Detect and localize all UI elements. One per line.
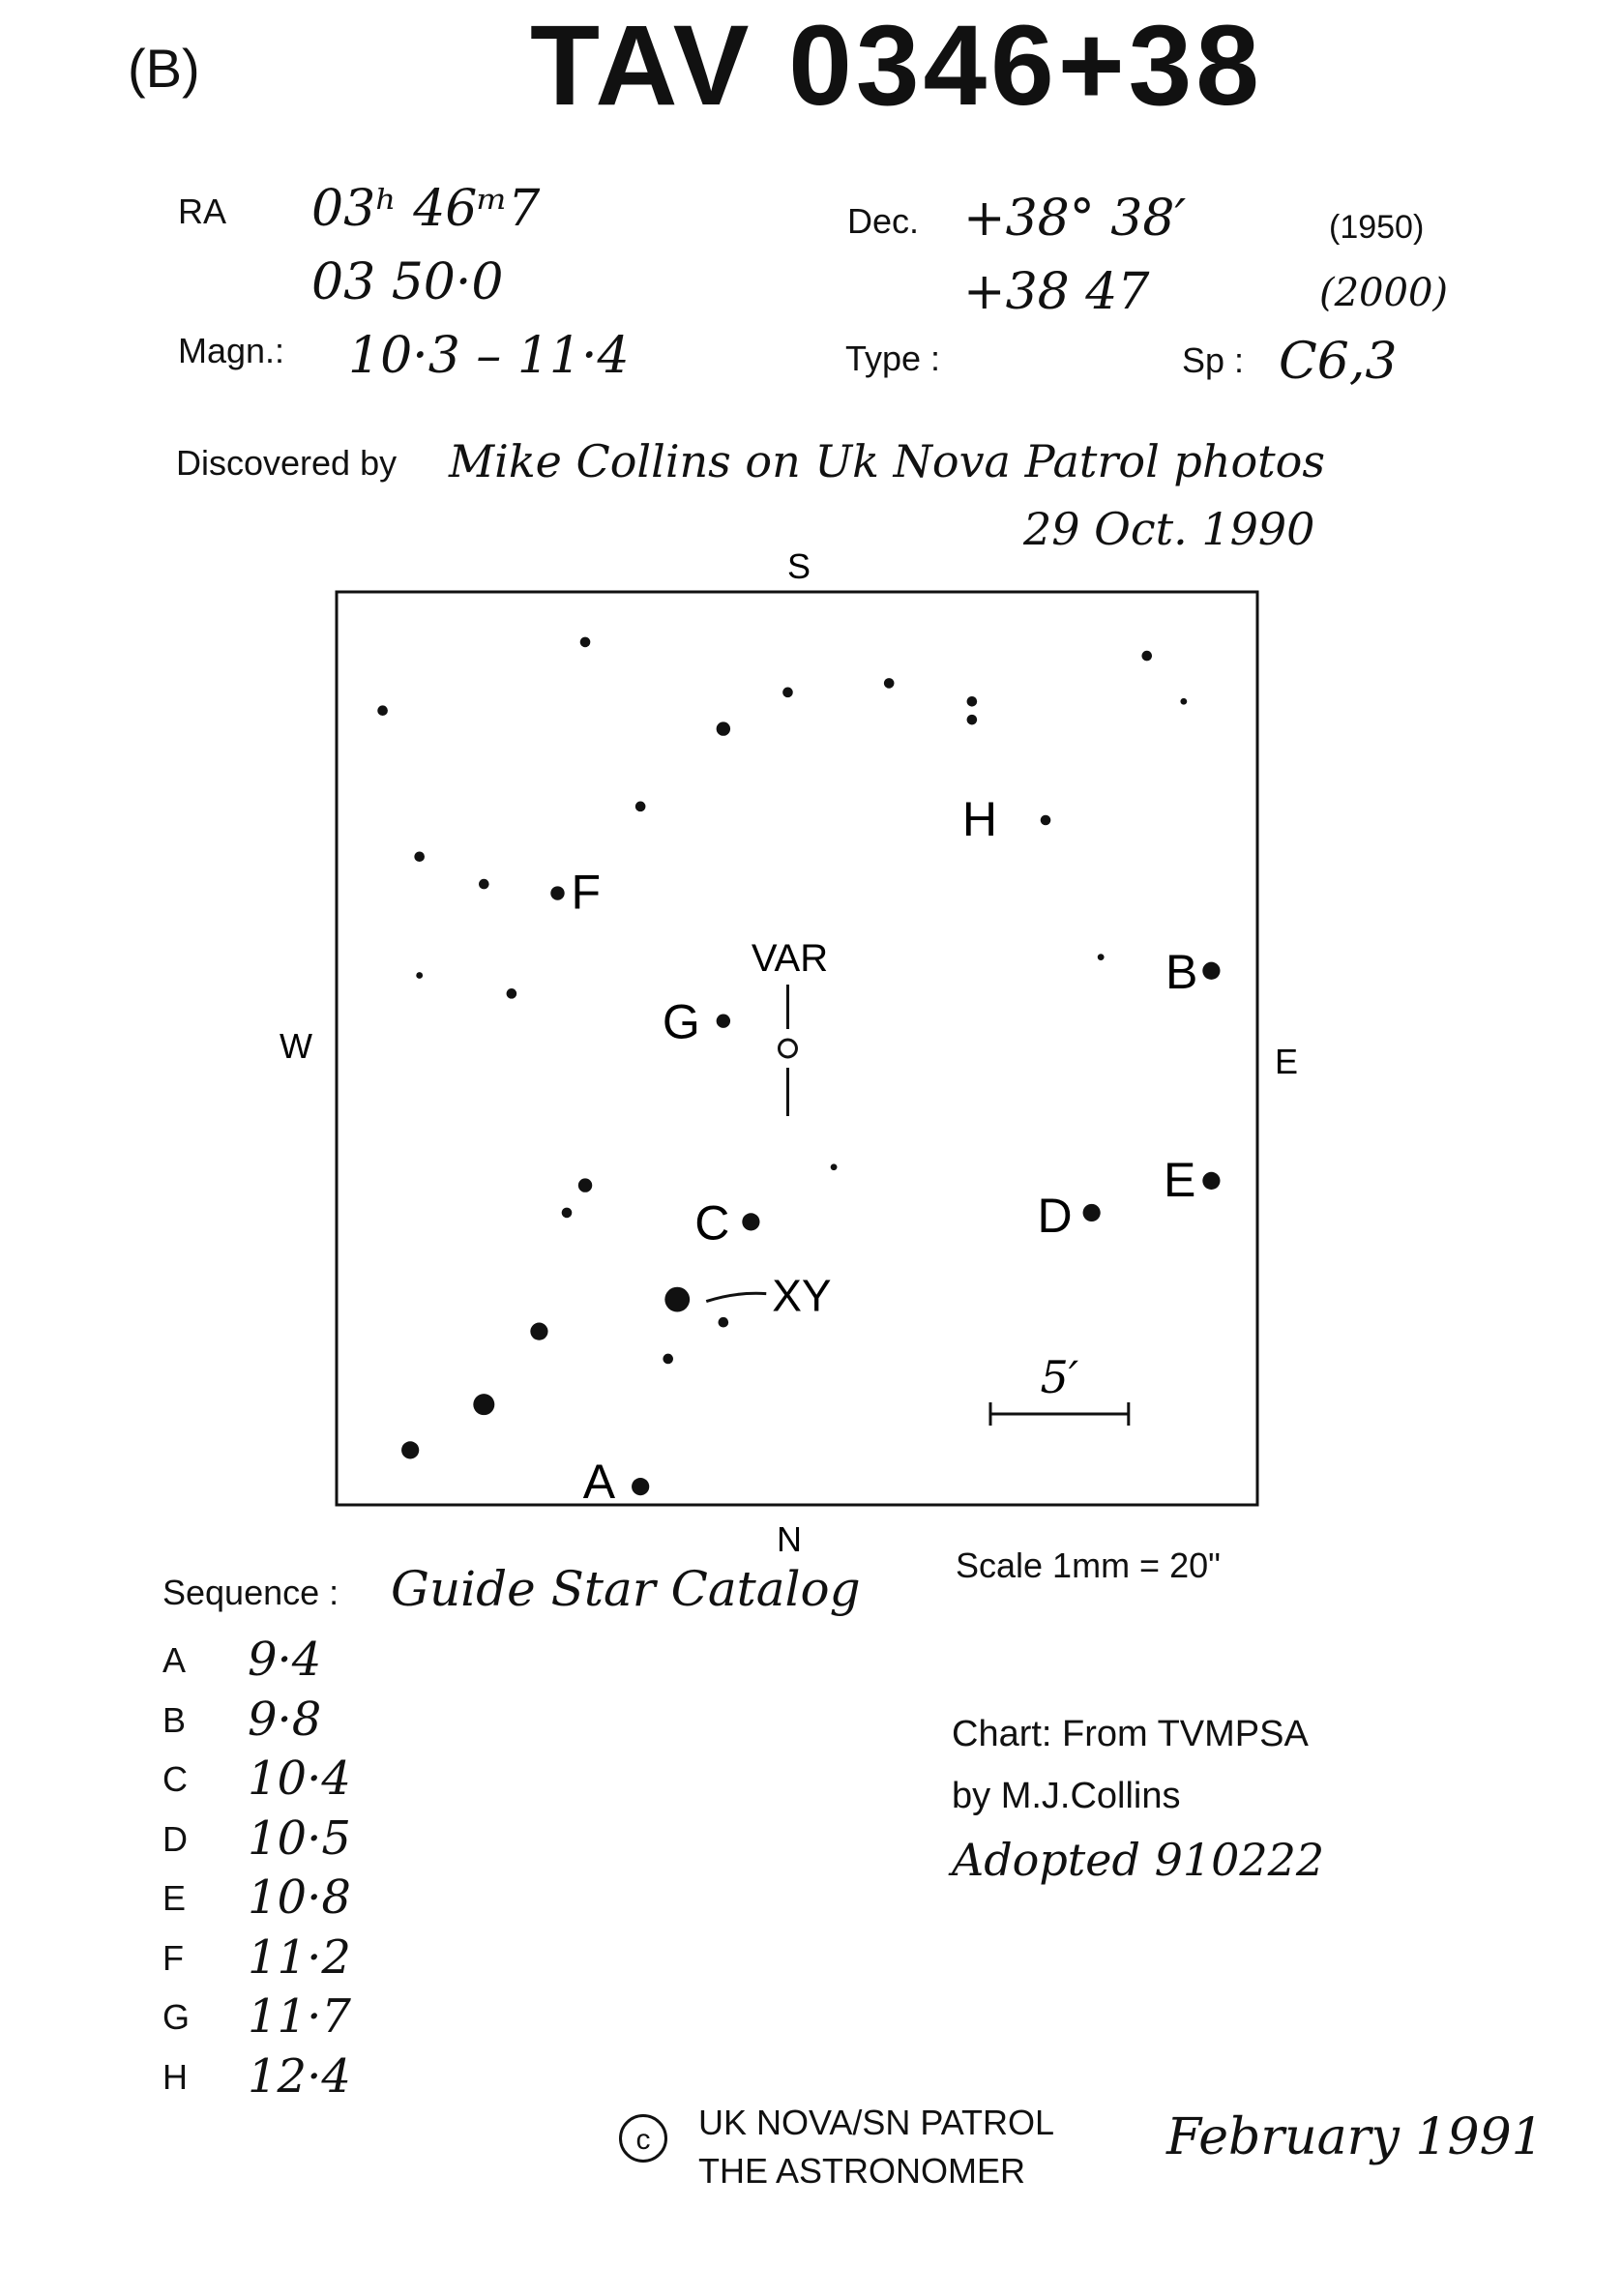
star-e [1202, 1172, 1220, 1190]
xy-label: XY [772, 1270, 832, 1321]
star-label-e: E [1164, 1152, 1196, 1207]
star-point [663, 1354, 673, 1365]
sequence-letter: D [162, 1818, 188, 1859]
sequence-letter: E [162, 1878, 187, 1918]
star-point [967, 715, 978, 725]
sequence-magnitude: 9·4 [248, 1633, 322, 1687]
sequence-magnitude: 10·4 [248, 1751, 351, 1806]
sequence-letter: G [162, 1997, 191, 2037]
discovery-date: 29 Oct. 1990 [1023, 503, 1315, 555]
star-label-d: D [1037, 1188, 1073, 1243]
dec-2000-value: +38 47 [963, 263, 1150, 321]
type-label: Type : [845, 339, 941, 378]
star-f [550, 886, 564, 899]
ra-2000-value: 03 50·0 [311, 253, 504, 311]
direction-west: W [280, 1026, 312, 1066]
sequence-magnitude: 12·4 [248, 2048, 351, 2104]
star-point [664, 1287, 690, 1312]
chart-title: TAV 0346+38 [530, 2, 1263, 130]
star-label-g: G [662, 994, 700, 1049]
variable-marker [779, 985, 796, 1116]
star-label-h: H [961, 792, 998, 846]
star-point [377, 705, 388, 716]
star-d [1083, 1204, 1101, 1222]
magnitude-label: Magn.: [178, 331, 285, 370]
footer-org-line1: UK NOVA/SN PATROL [698, 2103, 1055, 2142]
sequence-magnitude: 11·7 [248, 1989, 351, 2044]
sequence-letter: C [162, 1759, 188, 1799]
star-point [884, 678, 895, 689]
direction-north: N [777, 1519, 802, 1559]
chart-label: (B) [128, 38, 200, 99]
footer-org-line2: THE ASTRONOMER [698, 2151, 1026, 2191]
variable-circle [779, 1040, 796, 1057]
star-label-b: B [1165, 944, 1198, 999]
scale-note: Scale 1mm = 20" [956, 1545, 1221, 1585]
scale-bar-label: 5′ [1040, 1351, 1079, 1403]
star-label-f: F [571, 865, 602, 920]
star-point [562, 1208, 573, 1219]
xy-pointer [706, 1293, 766, 1301]
star-g [717, 1014, 730, 1027]
star-point [719, 1317, 729, 1328]
star-point [507, 988, 517, 999]
star-point [967, 696, 978, 707]
star-point [414, 851, 425, 862]
star-point [580, 637, 591, 648]
epoch-2000: (2000) [1319, 271, 1449, 315]
sequence-source: Guide Star Catalog [391, 1561, 861, 1617]
sequence-magnitude: 9·8 [248, 1692, 322, 1747]
discovered-by-label: Discovered by [176, 443, 398, 483]
adopted-text: Adopted 910222 [952, 1834, 1325, 1886]
epoch-1950: (1950) [1329, 209, 1425, 246]
direction-south: S [786, 546, 811, 586]
star-point [479, 879, 489, 890]
star-point [717, 721, 730, 735]
star-point [530, 1323, 547, 1340]
sequence-letter: H [162, 2056, 188, 2097]
sequence-letter: A [162, 1640, 187, 1680]
ra-label: RA [178, 191, 227, 231]
star-a [632, 1478, 649, 1495]
direction-east: E [1274, 1042, 1299, 1081]
dec-1950-value: +38° 38′ [963, 190, 1187, 248]
chart-author-text: by M.J.Collins [952, 1776, 1181, 1816]
variable-label: VAR [751, 937, 829, 980]
star-point [416, 972, 423, 979]
star-c [742, 1213, 759, 1230]
sequence-letter: F [162, 1937, 184, 1978]
stars-layer [377, 637, 1220, 1510]
footer-date: February 1991 [1166, 2108, 1544, 2166]
star-label-a: A [582, 1455, 616, 1510]
copyright-icon: c [619, 2114, 667, 2163]
spectral-value: C6,3 [1279, 333, 1398, 391]
star-point [473, 1394, 494, 1415]
chart-source-text: Chart: From TVMPSA [952, 1714, 1309, 1754]
spectral-label: Sp : [1182, 340, 1245, 380]
star-point [635, 802, 646, 812]
star-point [1098, 954, 1105, 960]
star-point [782, 688, 793, 698]
sequence-magnitude: 10·8 [248, 1870, 351, 1925]
dec-label: Dec. [847, 201, 920, 241]
star-label-c: C [694, 1195, 730, 1251]
sequence-magnitude: 11·2 [248, 1929, 351, 1985]
scale-bar [990, 1402, 1129, 1426]
star-point [831, 1163, 838, 1170]
star-point [1180, 698, 1187, 705]
star-point [1141, 651, 1152, 662]
star-point [578, 1178, 592, 1192]
sequence-magnitude: 10·5 [248, 1810, 351, 1866]
ra-1950-value: 03ʰ 46ᵐ7 [311, 180, 541, 238]
star-point [401, 1441, 419, 1458]
discoverer-text: Mike Collins on Uk Nova Patrol photos [449, 435, 1325, 487]
sequence-letter: B [162, 1699, 187, 1740]
sequence-label: Sequence : [162, 1573, 339, 1612]
star-h [1041, 815, 1051, 826]
star-b [1202, 962, 1220, 980]
magnitude-value: 10·3 – 11·4 [348, 327, 630, 385]
